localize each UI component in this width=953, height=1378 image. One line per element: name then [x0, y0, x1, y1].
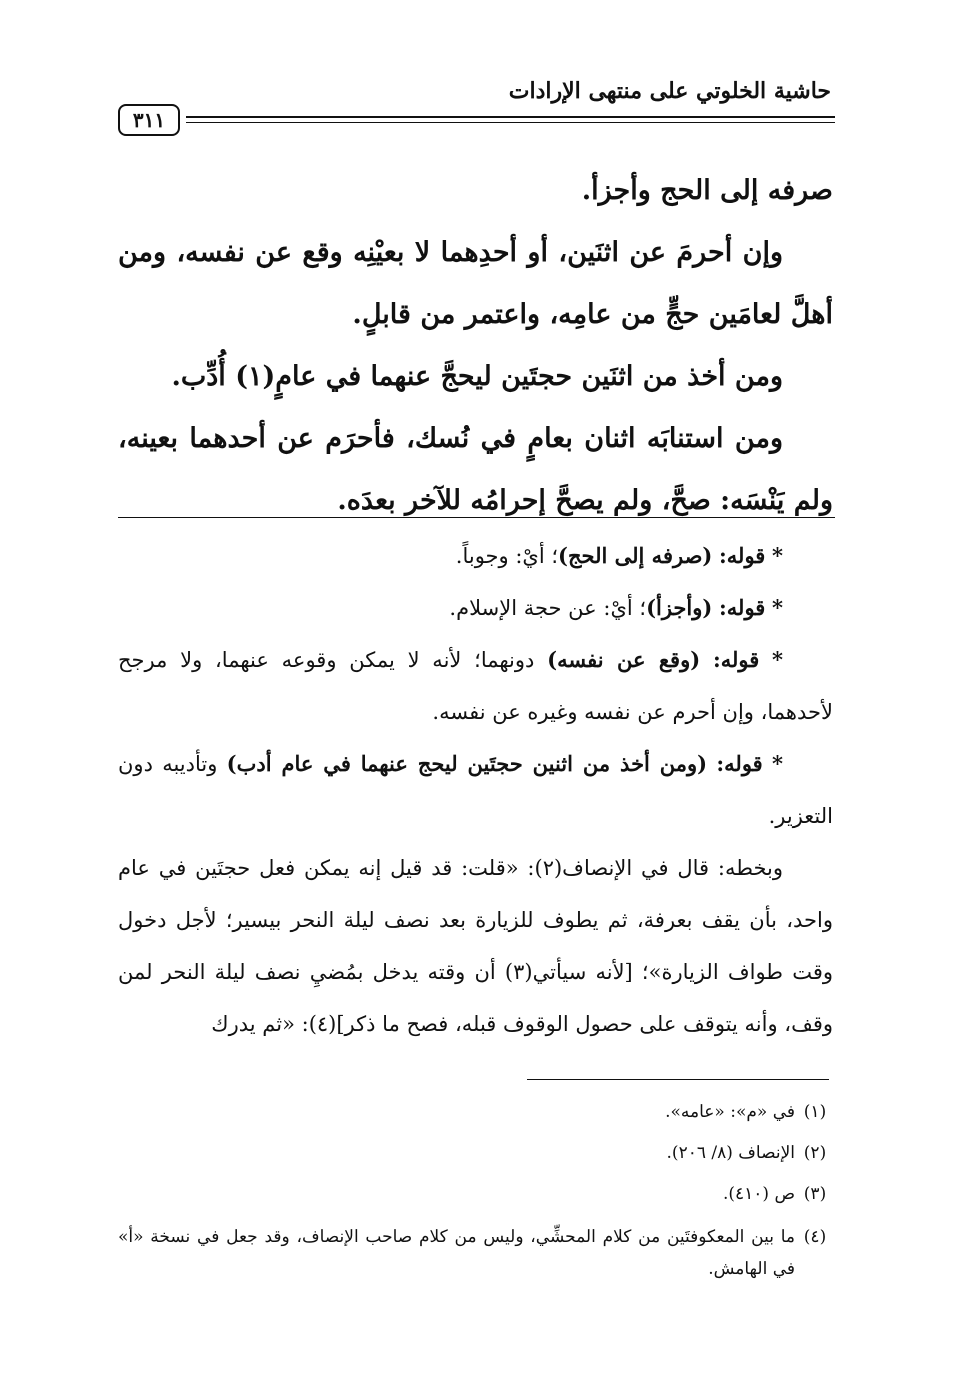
commentary-entry [118, 738, 833, 842]
commentary-text: ؛ أيْ: عن حجة الإسلام. [449, 596, 647, 620]
commentary-text: وتأديبه دون التعزير. [118, 752, 833, 828]
asterisk-marker: * [772, 543, 783, 568]
footnote-number: (١) [803, 1102, 827, 1122]
page-number: ٣١١ [118, 104, 180, 136]
main-paragraph: ومن أخذ من اثنَين حجتَين ليحجَّ عنهما في عامٍ(١) أُدِّب. [171, 361, 783, 392]
footnote-number: (٤) [803, 1227, 827, 1247]
footnote [118, 1133, 831, 1174]
footnotes [118, 1092, 831, 1285]
qawluhu-label: قوله: [716, 751, 763, 776]
footnote [118, 1092, 831, 1133]
qawluhu-label: قوله: [719, 543, 766, 568]
footnote-text: في «م»: «عامه». [665, 1102, 795, 1122]
main-text [118, 160, 833, 532]
quoted-phrase: (ومن أخذ من اثنين حجتَين ليحج عنهما في عام أدب) [226, 751, 708, 776]
header-rule [186, 116, 835, 123]
asterisk-marker: * [772, 647, 783, 672]
quoted-phrase: (وقع عن نفسه) [547, 647, 701, 672]
footnote-text: الإنصاف (٨/ ٢٠٦). [666, 1143, 795, 1163]
asterisk-marker: * [772, 595, 783, 620]
commentary-entry [118, 582, 833, 634]
footnote-number: (٢) [803, 1143, 827, 1163]
footnote-text: ص (٤١٠). [722, 1184, 795, 1204]
footnote [118, 1174, 831, 1215]
footnote-separator [527, 1079, 829, 1080]
quoted-phrase: (وأجزأ) [646, 595, 713, 620]
qawluhu-label: قوله: [719, 595, 766, 620]
commentary-separator [118, 517, 835, 518]
running-title: حاشية الخلوتي على منتهى الإرادات [508, 78, 831, 104]
commentary-section [118, 530, 833, 1050]
footnote [118, 1221, 831, 1285]
main-paragraph: وإن أحرمَ عن اثنَين، أو أحدِهما لا بعيْنِه وقع عن نفسه، ومن أهلَّ لعامَين حجٍّ من عامِه، واعتمر من قابلٍ. [118, 237, 833, 330]
commentary-paragraph: وبخطه: قال في الإنصاف(٢): «قلت: قد قيل إنه يمكن فعل حجتَين في عام واحد، بأن يقف بعرفة، ثم يطوف للزيارة بعد نصف ليلة النحر بيسير؛ لأجل دخول وقت طواف الزيارة»؛ [لأنه سيأتي(٣) أن وقته يدخل بمُضيِ نصف ليلة النحر لمن وقف، وأنه يتوقف على حصول الوقوف قبله، فصح ما ذكر](٤): «ثم يدرك [118, 856, 834, 1036]
commentary-text: ؛ أيْ: وجوباً. [455, 544, 559, 568]
footnote-text: ما بين المعكوفتَين من كلام المحشِّي، وليس من كلام صاحب الإنصاف، وقد جعل في نسخة «أ» في الهامش. [118, 1227, 795, 1279]
commentary-entry [118, 530, 833, 582]
quoted-phrase: (صرفه إلى الحج) [558, 543, 713, 568]
commentary-text: دونهما؛ لأنه لا يمكن وقوعه عنهما، ولا مرجح لأحدهما، وإن أحرم عن نفسه وغيره عن نفسه. [118, 648, 833, 724]
page-header [118, 78, 835, 134]
commentary-entry [118, 634, 833, 738]
footnote-number: (٣) [803, 1184, 827, 1204]
asterisk-marker: * [771, 751, 783, 776]
main-paragraph: صرفه إلى الحج وأجزأ. [581, 175, 833, 206]
qawluhu-label: قوله: [712, 647, 760, 672]
main-paragraph: ومن استنابَه اثنان بعامٍ في نُسك، فأحرَم عن أحدهما بعينه، ولم يَنْسَه: صحَّ، ولم يصحَّ إحرامُه للآخر بعدَه. [118, 423, 833, 516]
